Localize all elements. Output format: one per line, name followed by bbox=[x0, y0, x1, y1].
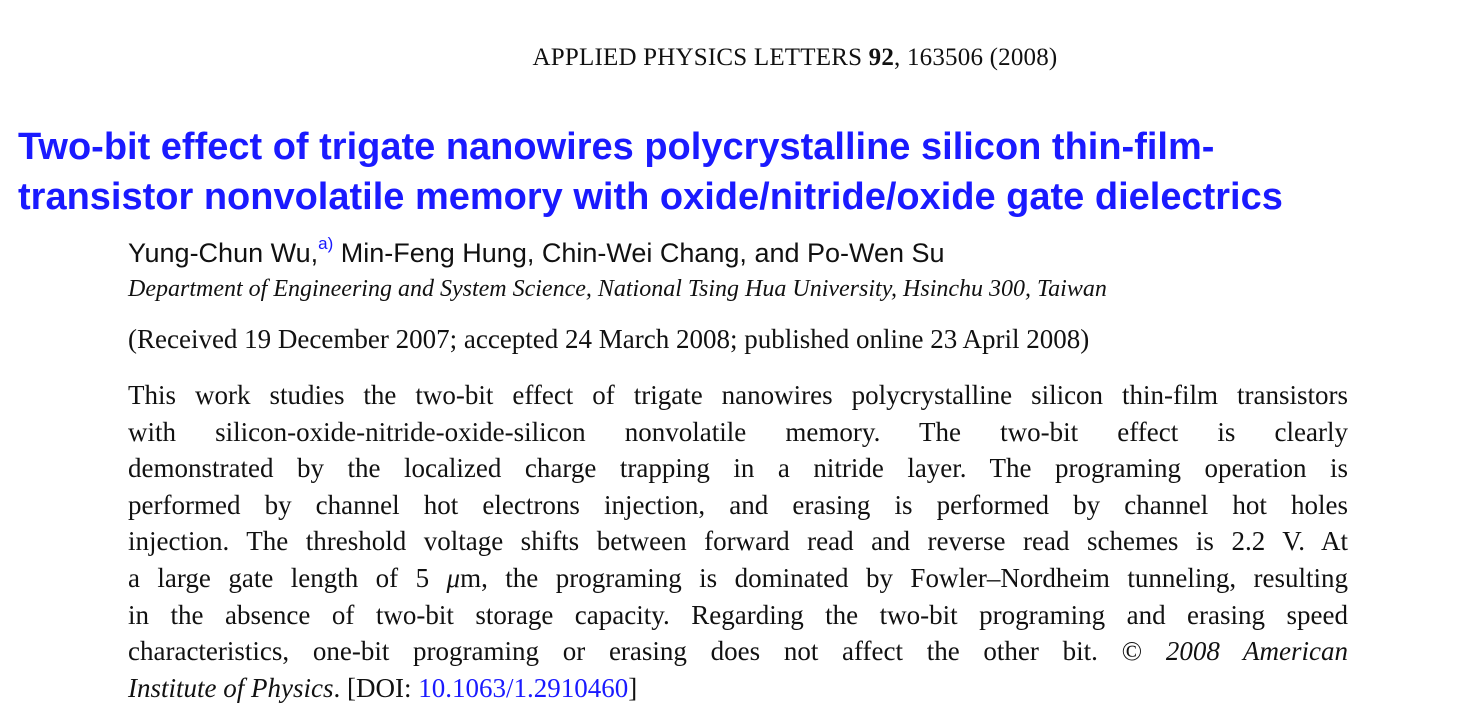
abstract-text: m, the programing is dominated by Fowler–Nordheim tunneling, resulting bbox=[460, 562, 1348, 593]
article-title bbox=[18, 122, 1458, 222]
author-rest: Min-Feng Hung, Chin-Wei Chang, and Po-Wen Su bbox=[333, 238, 945, 268]
journal-name: APPLIED PHYSICS LETTERS bbox=[532, 44, 863, 71]
abstract-line: performed by channel hot electrons injection, and erasing is performed by channel hot holes bbox=[128, 489, 1348, 520]
abstract-line: injection. The threshold voltage shifts between forward read and reverse read schemes is 2.2 V. At bbox=[128, 526, 1348, 557]
doi-prefix: . [DOI: bbox=[333, 672, 419, 703]
doi-suffix: ] bbox=[628, 672, 638, 703]
abstract-line: demonstrated by the localized charge trapping in a nitride layer. The programing operation is bbox=[128, 453, 1348, 484]
journal-header bbox=[0, 44, 1462, 72]
abstract-line: in the absence of two-bit storage capacity. Regarding the two-bit programing and erasing speed bbox=[128, 599, 1348, 630]
abstract-line bbox=[128, 560, 1348, 597]
title-line-2: transistor nonvolatile memory with oxide/nitride/oxide gate dielectrics bbox=[18, 176, 1283, 218]
author-footnote-link[interactable]: a) bbox=[318, 234, 334, 253]
title-line-1: Two-bit effect of trigate nanowires polycrystalline silicon thin-film- bbox=[18, 126, 1215, 168]
journal-volume: 92 bbox=[868, 44, 895, 71]
copyright-holder: Institute of Physics bbox=[128, 672, 334, 703]
abstract-line: This work studies the two-bit effect of trigate nanowires polycrystalline silicon thin-film transistors bbox=[128, 380, 1348, 410]
mu-symbol: μ bbox=[446, 562, 461, 593]
abstract bbox=[128, 377, 1348, 706]
abstract-line bbox=[128, 633, 1348, 670]
copyright-text: 2008 American bbox=[1165, 636, 1349, 667]
received-dates: (Received 19 December 2007; accepted 24 March 2008; published online 23 April 2008) bbox=[128, 324, 1090, 354]
abstract-line bbox=[128, 670, 1348, 707]
journal-citation: , 163506 (2008) bbox=[894, 44, 1058, 71]
abstract-text: a large gate length of 5 bbox=[128, 562, 447, 593]
abstract-text: characteristics, one-bit programing or erasing does not affect the other bit. © bbox=[128, 636, 1166, 667]
author-list bbox=[128, 234, 945, 269]
abstract-line: with silicon-oxide-nitride-oxide-silicon nonvolatile memory. The two-bit effect is clearly bbox=[128, 416, 1348, 447]
author-first: Yung-Chun Wu, bbox=[128, 238, 319, 268]
doi-link[interactable]: 10.1063/1.2910460 bbox=[418, 672, 629, 703]
affiliation: Department of Engineering and System Science, National Tsing Hua University, Hsinchu 300, Taiwan bbox=[128, 276, 1107, 302]
